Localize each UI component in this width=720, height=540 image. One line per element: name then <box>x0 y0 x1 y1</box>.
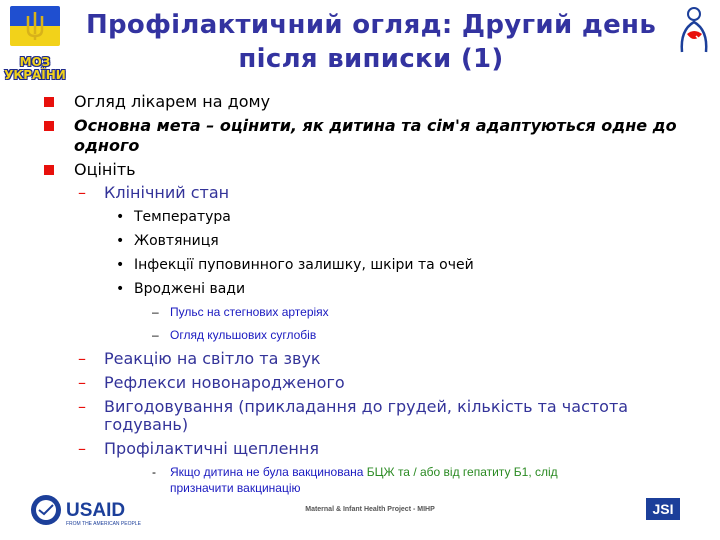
usaid-text: USAID <box>66 500 126 521</box>
subitem-text: Огляд кульшових суглобів <box>170 328 317 342</box>
mother-child-logo-icon <box>672 4 716 54</box>
subitem-hip-exam <box>44 327 684 343</box>
dash-bullet-icon: - <box>152 465 156 479</box>
bullet-text: Огляд лікарем на дому <box>74 92 271 111</box>
dot-bullet-icon: • <box>116 281 125 297</box>
slide-content <box>44 92 684 503</box>
dash-bullet-icon: – <box>152 328 159 342</box>
item-text: Жовтяниця <box>134 233 219 249</box>
note-text-part1: Якщо дитина не була вакцинована <box>170 465 367 479</box>
sub-text: Вигодовування (прикладання до грудей, кількість та частота годувань) <box>104 397 629 434</box>
sub-vaccination <box>44 440 684 458</box>
dot-bullet-icon: • <box>116 233 125 249</box>
subitem-femoral-pulse <box>44 304 684 320</box>
red-square-bullet-icon <box>44 165 54 175</box>
footer-project-name: Maternal & Infant Health Project - MIHP <box>305 506 435 513</box>
bullet-main-goal <box>44 116 684 156</box>
item-infections <box>44 256 684 274</box>
dot-bullet-icon: • <box>116 209 125 225</box>
dash-bullet-icon: – <box>78 373 86 392</box>
dash-bullet-icon: – <box>78 349 86 368</box>
bullet-home-visit <box>44 92 684 112</box>
item-congenital-defects <box>44 280 684 298</box>
item-text: Температура <box>134 209 231 225</box>
trident-icon <box>24 10 46 42</box>
bullet-text: Основна мета – оцінити, як дитина та сім'я адаптуються одне до одного <box>74 116 677 155</box>
bullet-assess <box>44 160 684 180</box>
dash-bullet-icon: – <box>78 183 86 202</box>
usaid-logo <box>30 492 150 530</box>
sub-text: Профілактичні щеплення <box>104 439 319 458</box>
usaid-tagline: FROM THE AMERICAN PEOPLE <box>66 521 141 527</box>
bullet-text: Оцініть <box>74 160 136 179</box>
subitem-text: Пульс на стегнових артеріях <box>170 305 329 319</box>
sub-text: Рефлекси новонародженого <box>104 373 345 392</box>
dash-bullet-icon: – <box>78 439 86 458</box>
dash-bullet-icon: – <box>152 305 159 319</box>
jsi-logo: JSI <box>646 498 680 520</box>
sub-clinical-state <box>44 184 684 202</box>
dash-bullet-icon: – <box>78 397 86 416</box>
sub-light-sound <box>44 350 684 368</box>
moz-ukraine-logo <box>4 4 66 88</box>
moz-logo-text: МОЗ УКРАЇНИ <box>4 55 66 82</box>
note-text-part3: призначити вакцинацію <box>170 481 301 495</box>
sub-feeding <box>44 398 684 434</box>
sub-text: Реакцію на світло та звук <box>104 349 321 368</box>
item-text: Інфекції пуповинного залишку, шкіри та очей <box>134 257 474 273</box>
red-square-bullet-icon <box>44 121 54 131</box>
note-text-part2: БЦЖ та / або від гепатиту Б1, слід <box>366 465 558 479</box>
sub-text: Клінічний стан <box>104 183 230 202</box>
item-jaundice <box>44 232 684 250</box>
item-temperature <box>44 208 684 226</box>
item-text: Вроджені вади <box>134 281 246 297</box>
dot-bullet-icon: • <box>116 257 125 273</box>
red-square-bullet-icon <box>44 97 54 107</box>
sub-reflexes <box>44 374 684 392</box>
slide-title: Профілактичний огляд: Другий день після виписки (1) <box>85 10 657 74</box>
